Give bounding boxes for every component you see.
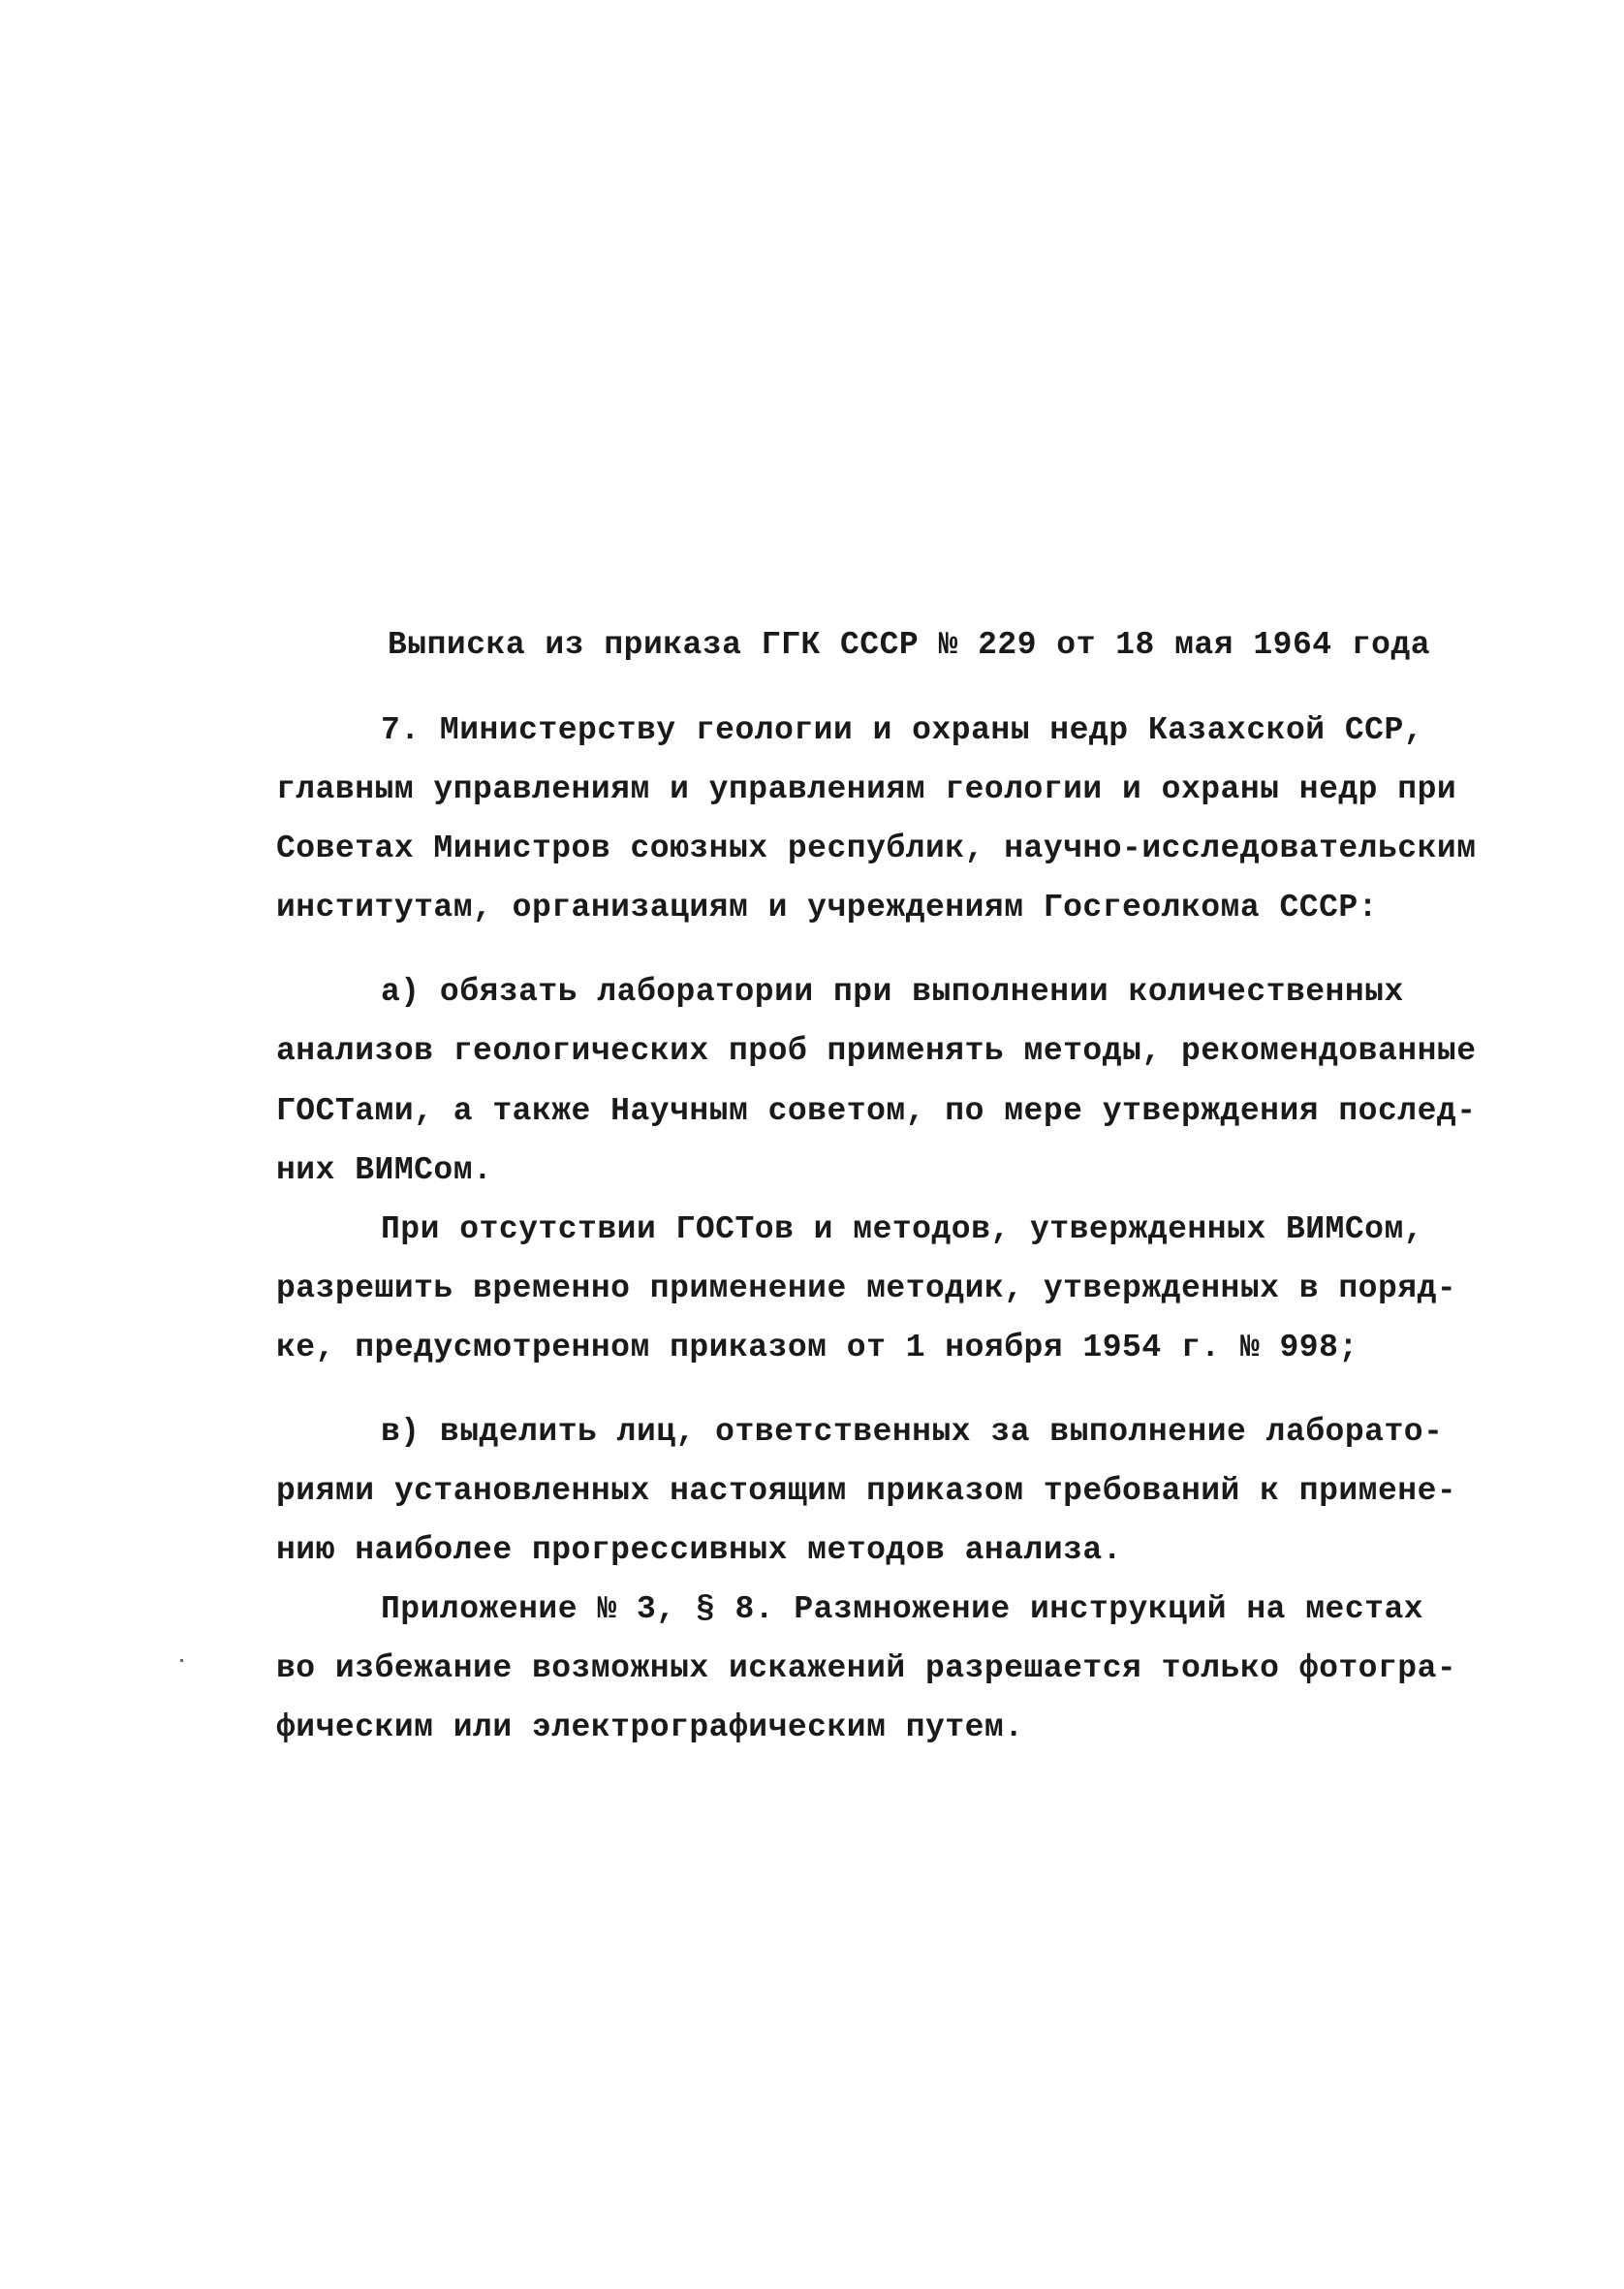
item-a-line-2: анализов геологических проб применять методы, рекомендованные [276, 1033, 1477, 1069]
item-b-line-3: нию наиболее прогрессивных методов анализа. [276, 1532, 1123, 1568]
item-b-line-1: в) выделить лиц, ответственных за выполнение лаборато- [381, 1414, 1444, 1450]
item-a-line-4: них ВИМСом. [276, 1152, 493, 1188]
item-a-cont-line-3: ке, предусмотренном приказом от 1 ноября 1954 г. № 998; [276, 1330, 1359, 1365]
appendix-line-1: Приложение № 3, § 8. Размножение инструкций на местах [381, 1591, 1424, 1627]
paragraph-7-line-2: главным управлениям и управлениям геологии и охраны недр при [276, 771, 1457, 807]
appendix-line-2: во избежание возможных искажений разрешается только фотогра- [276, 1650, 1457, 1686]
item-a-line-1: а) обязать лаборатории при выполнении количественных [381, 974, 1404, 1010]
item-a-line-3: ГОСТами, а также Научным советом, по мере утверждения послед- [276, 1093, 1477, 1129]
item-b-line-2: риями установленных настоящим приказом требований к примене- [276, 1473, 1457, 1509]
paragraph-7-line-3: Советах Министров союзных республик, научно-исследовательским [276, 831, 1477, 866]
item-a-cont-line-2: разрешить временно применение методик, утвержденных в поряд- [276, 1270, 1457, 1306]
paragraph-7-line-4: институтам, организациям и учреждениям Госгеолкома СССР: [276, 890, 1378, 925]
scan-speck [180, 1659, 183, 1662]
item-a-cont-line-1: При отсутствии ГОСТов и методов, утвержденных ВИМСом, [381, 1211, 1424, 1247]
appendix-line-3: фическим или электрографическим путем. [276, 1709, 1024, 1745]
document-heading: Выписка из приказа ГГК СССР № 229 от 18 мая 1964 года [388, 627, 1431, 663]
paragraph-7-line-1: 7. Министерству геологии и охраны недр Казахской ССР, [381, 712, 1424, 748]
